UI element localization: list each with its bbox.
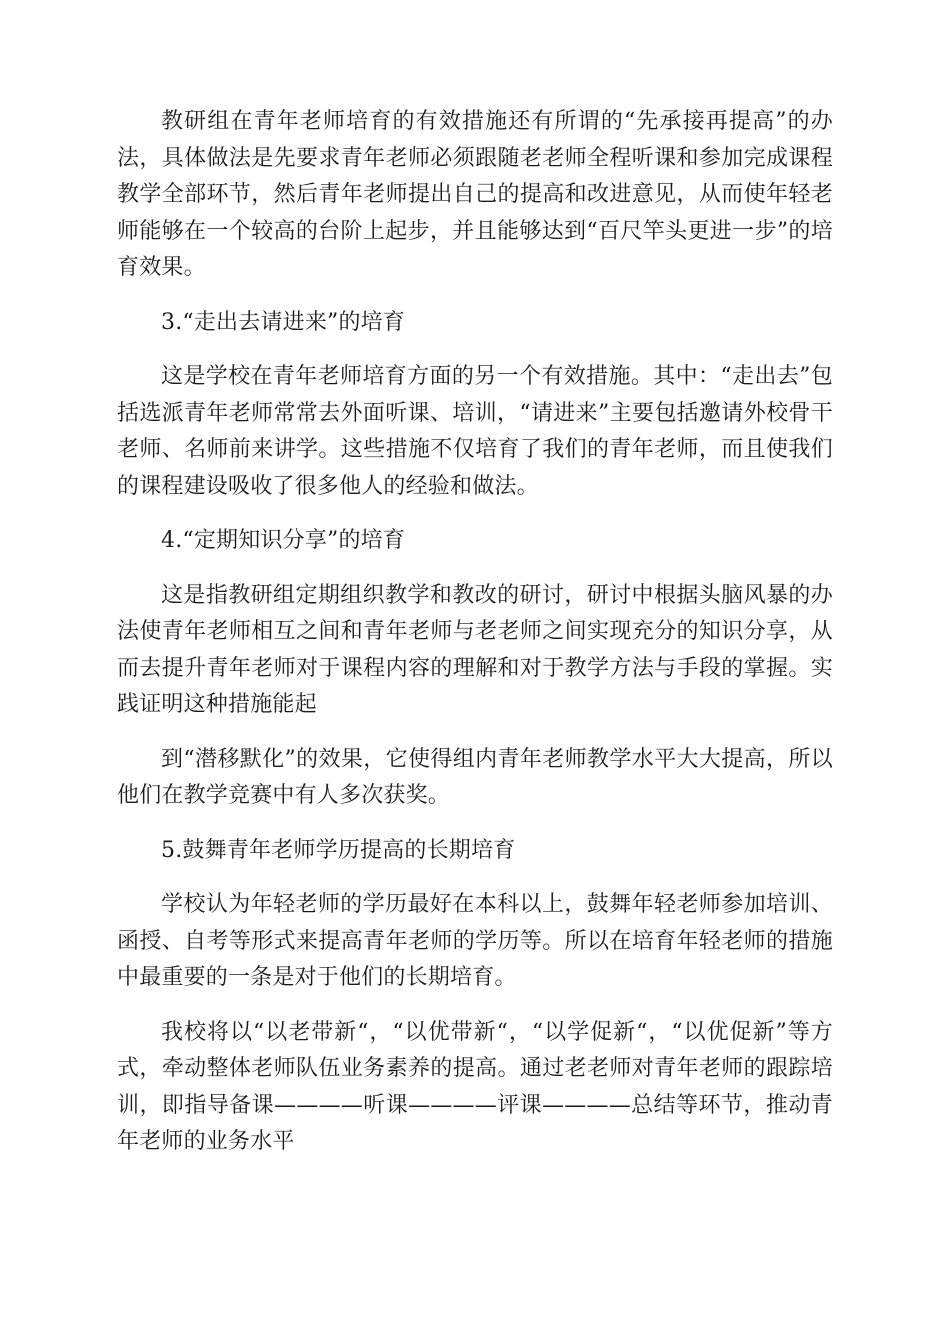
paragraph-knowledge-sharing: 这是指教研组定期组织教学和教改的研讨，研讨中根据头脑风暴的办法使青年老师相互之间和青年老师与老老师之间实现充分的知识分享，从而去提升青年老师对于课程内容的理解和对于教学方法与手段的掌握。实践证明这种措施能起 (117, 582, 833, 717)
paragraph-mentoring-methods: 我校将以“以老带新“，“以优带新“，“以学促新“，“以优促新”等方式，牵动整体老师队伍业务素养的提高。通过老老师对青年老师的跟踪培训，即指导备课————听课————评课————总结等环节，推动青年老师的业务水平 (117, 1019, 833, 1154)
paragraph-go-out-invite-in: 这是学校在青年老师培育方面的另一个有效措施。其中：“走出去”包括选派青年老师常常去外面听课、培训，“请进来”主要包括邀请外校骨干老师、名师前来讲学。这些措施不仅培育了我们的青年老师，而且使我们的课程建设吸收了很多他人的经验和做法。 (117, 364, 833, 499)
paragraph-knowledge-sharing-continued: 到“潜移默化”的效果，它使得组内青年老师教学水平大大提高，所以他们在教学竞赛中有人多次获奖。 (117, 746, 833, 808)
document-body (117, 104, 833, 1179)
section-heading-5: 5.鼓舞青年老师学历提高的长期培育 (161, 837, 516, 863)
paragraph-first-inherit-improve: 教研组在青年老师培育的有效措施还有所谓的“先承接再提高”的办法，具体做法是先要求青年老师必须跟随老老师全程听课和参加完成课程教学全部环节，然后青年老师提出自己的提高和改进意见，从而使年轻老师能够在一个较高的台阶上起步，并且能够达到“百尺竿头更进一步”的培育效果。 (117, 109, 833, 280)
paragraph-education-level: 学校认为年轻老师的学历最好在本科以上，鼓舞年轻老师参加培训、函授、自考等形式来提高青年老师的学历等。所以在培育年轻老师的措施中最重要的一条是对于他们的长期培育。 (117, 892, 833, 990)
section-heading-4: 4.“定期知识分享”的培育 (161, 528, 406, 553)
section-heading-3: 3.“走出去请进来”的培育 (161, 309, 406, 335)
